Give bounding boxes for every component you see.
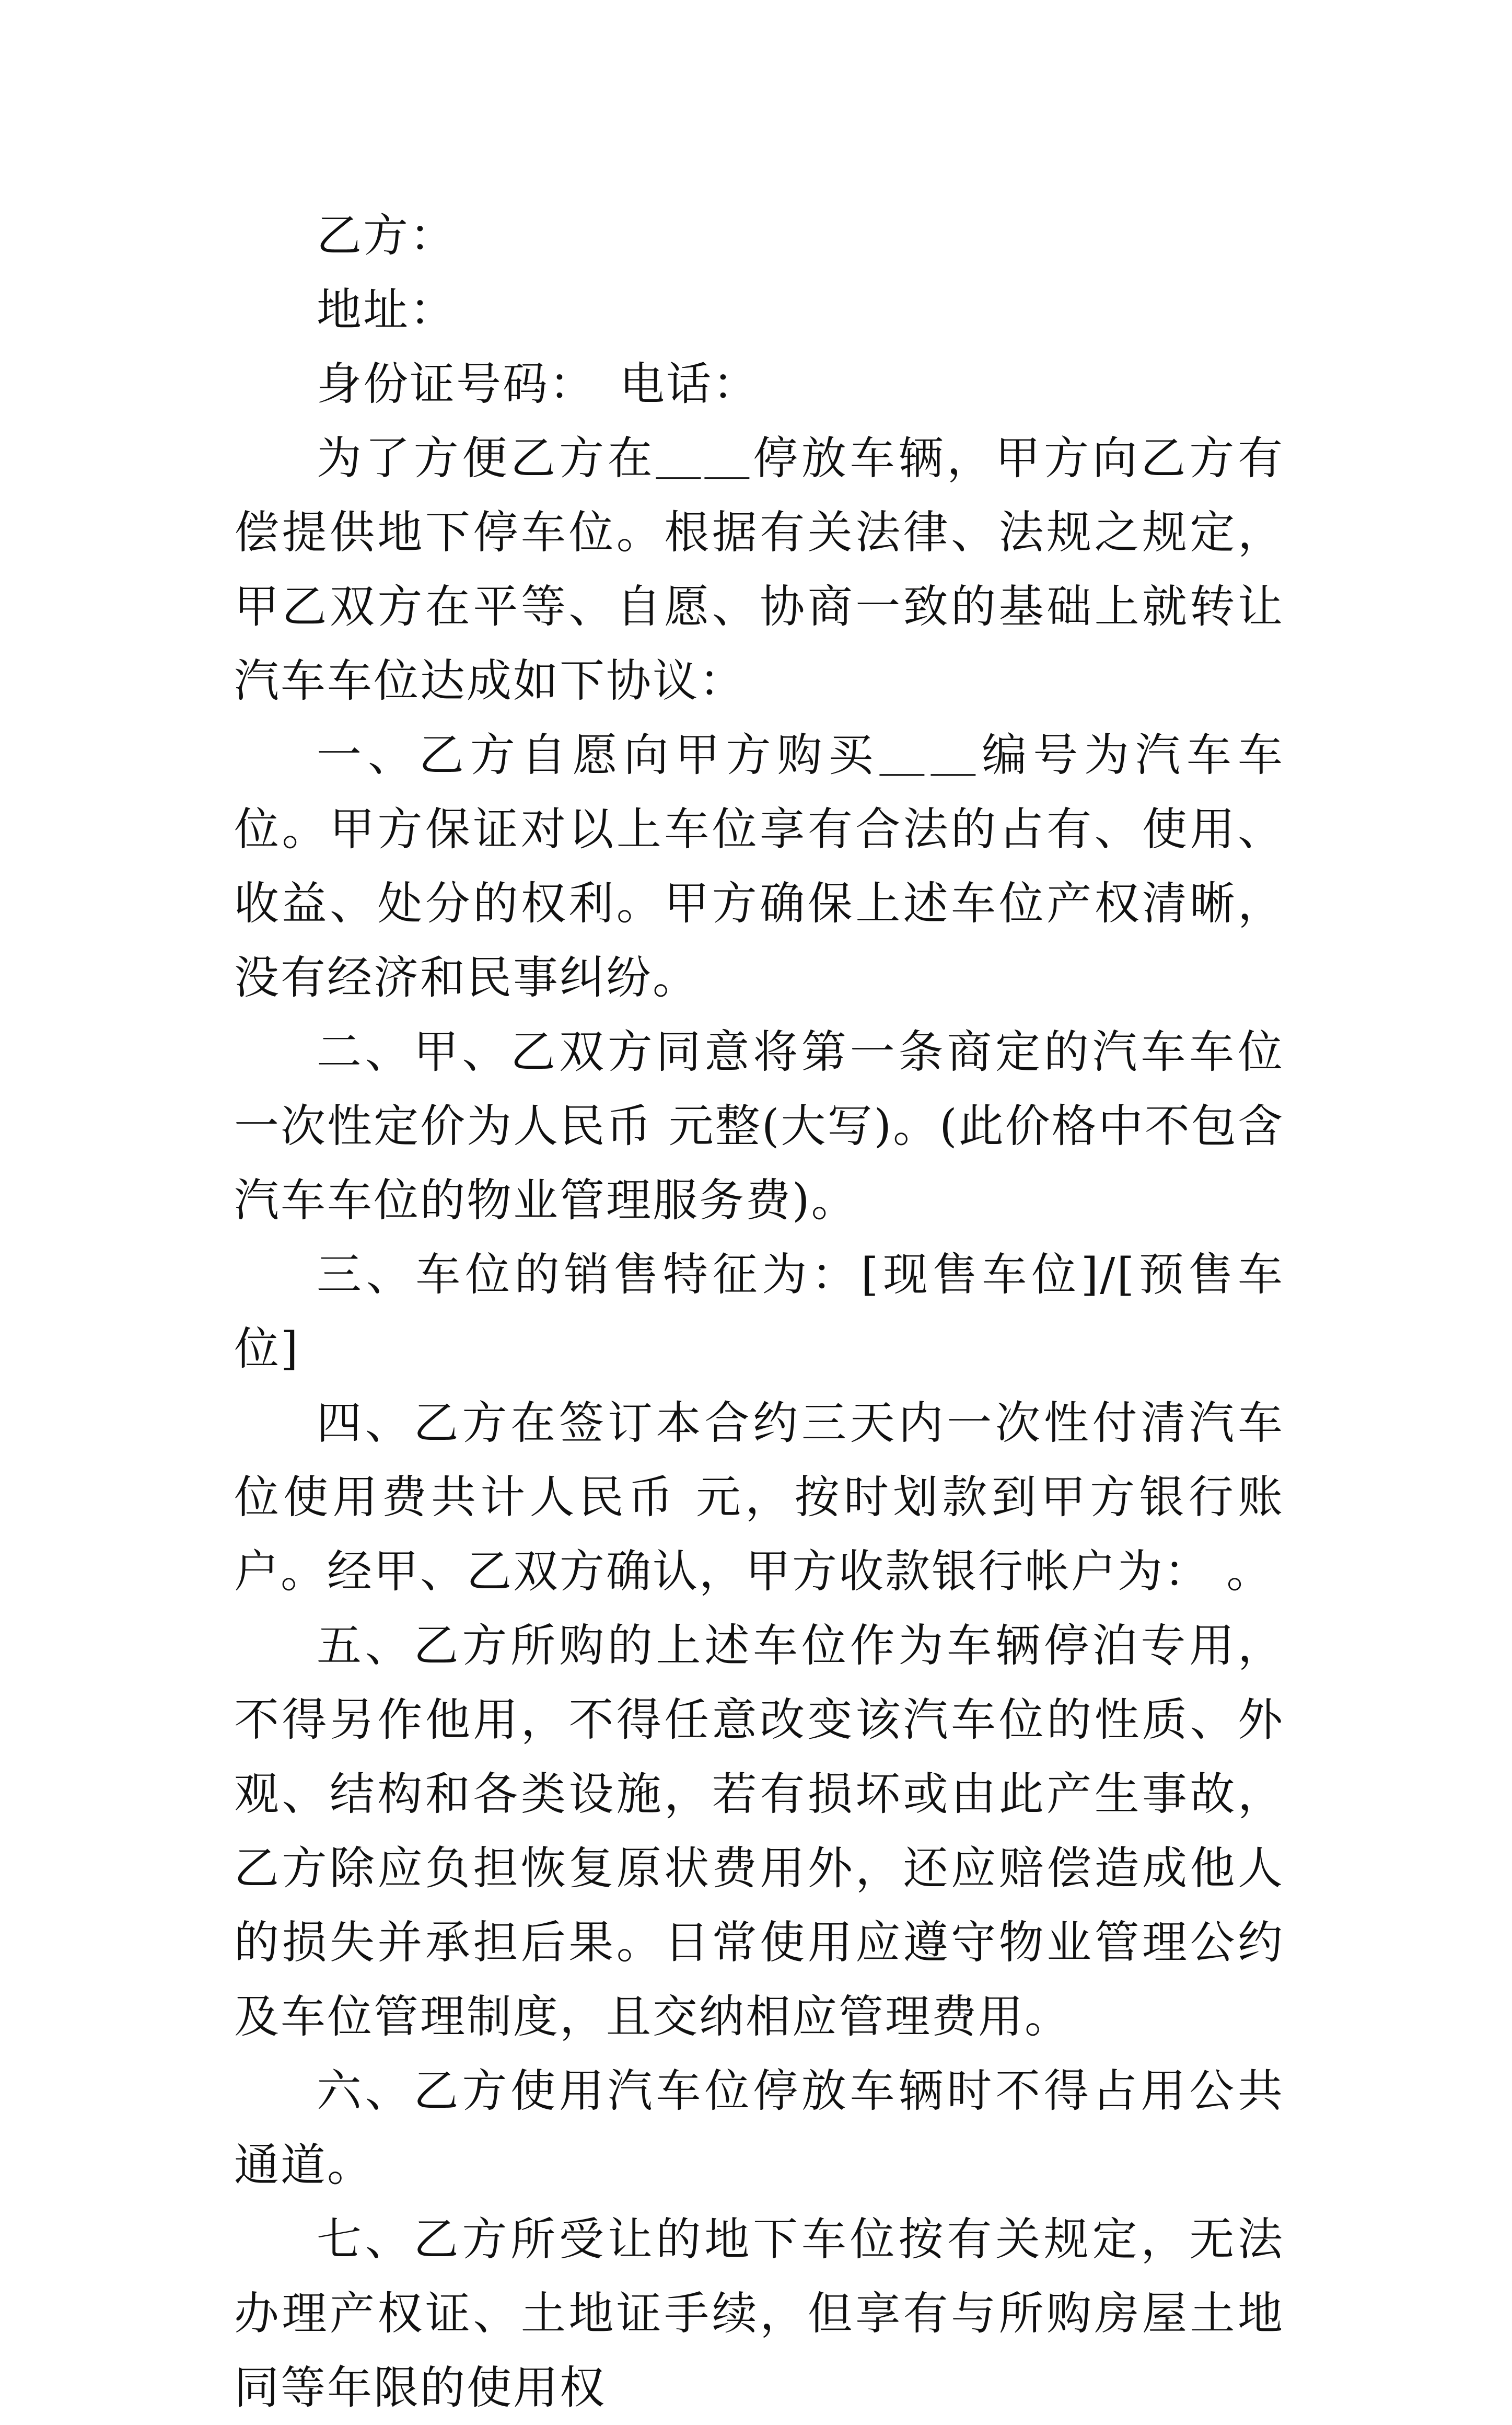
clause-1: 一、乙方自愿向甲方购买＿＿编号为汽车车位。甲方保证对以上车位享有合法的占有、使用、收益、处分的权利。甲方确保上述车位产权清晰，没有经济和民事纠纷。 <box>234 729 1284 1004</box>
clause-3: 三、车位的销售特征为：[现售车位]/[预售车位] <box>234 1249 1284 1375</box>
clause-2: 二、甲、乙双方同意将第一条商定的汽车车位一次性定价为人民币 元整(大写)。(此价格中不包含汽车车位的物业管理服务费)。 <box>234 1026 1284 1227</box>
clause-5: 五、乙方所购的上述车位作为车辆停泊专用，不得另作他用，不得任意改变该汽车位的性质、外观、结构和各类设施，若有损坏或由此产生事故，乙方除应负担恢复原状费用外，还应赔偿造成他人的损失并承担后果。日常使用应遵守物业管理公约及车位管理制度，且交纳相应管理费用。 <box>234 1620 1284 2043</box>
clause-7: 七、乙方所受让的地下车位按有关规定，无法办理产权证、土地证手续，但享有与所购房屋土地同等年限的使用权 <box>234 2213 1284 2414</box>
address-line: 地址： <box>317 284 456 336</box>
contract-body <box>234 199 1284 2425</box>
party-b-line: 乙方： <box>317 210 456 262</box>
clause-4: 四、乙方在签订本合约三天内一次性付清汽车位使用费共计人民币 元，按时划款到甲方银行账户。经甲、乙双方确认，甲方收款银行帐户为： 。 <box>234 1397 1284 1598</box>
id-phone-line: 身份证号码： 电话： <box>317 358 759 410</box>
clause-6: 六、乙方使用汽车位停放车辆时不得占用公共通道。 <box>234 2065 1284 2191</box>
preamble-paragraph: 为了方便乙方在＿＿停放车辆，甲方向乙方有偿提供地下停车位。根据有关法律、法规之规定，甲乙双方在平等、自愿、协商一致的基础上就转让汽车车位达成如下协议： <box>234 432 1284 707</box>
